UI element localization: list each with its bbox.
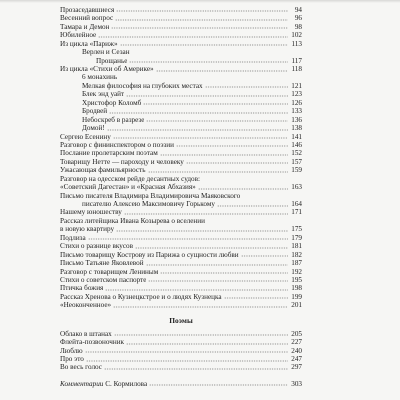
leader-dots bbox=[109, 112, 288, 114]
leader-dots bbox=[135, 247, 288, 249]
toc-entry bbox=[60, 82, 302, 90]
table-of-contents bbox=[60, 6, 302, 388]
entry-title: Прозаседавшиеся bbox=[60, 5, 115, 14]
entry-title: Христофор Коломб bbox=[82, 98, 142, 107]
entry-title: Весенний вопрос bbox=[60, 14, 114, 23]
entry-title: Стихи о советском паспорте bbox=[60, 275, 147, 284]
leader-dots bbox=[120, 44, 288, 46]
entry-page-number: 201 bbox=[291, 301, 302, 310]
toc-entry bbox=[60, 116, 302, 124]
toc-entry bbox=[60, 57, 302, 65]
toc-entry bbox=[60, 175, 302, 183]
toc-entry bbox=[60, 284, 302, 292]
entry-page-number: 136 bbox=[291, 115, 302, 124]
toc-entry bbox=[60, 74, 302, 82]
entry-title: Из цикла «Париж» bbox=[60, 39, 118, 48]
leader-dots bbox=[143, 103, 288, 105]
entry-page-number: 199 bbox=[291, 292, 302, 301]
toc-entry bbox=[60, 200, 302, 208]
entry-page-number: 182 bbox=[291, 250, 302, 259]
leader-dots bbox=[160, 272, 288, 274]
toc-entry bbox=[60, 133, 302, 141]
entry-title: Разговор на одесском рейде десантных судов: bbox=[60, 174, 200, 183]
toc-entry bbox=[60, 14, 302, 22]
commentary-author: С. Кормилова bbox=[105, 379, 148, 388]
entry-page-number: 195 bbox=[291, 275, 302, 284]
leader-dots bbox=[85, 351, 288, 353]
toc-entry bbox=[60, 183, 302, 191]
entry-page-number: 118 bbox=[291, 65, 302, 74]
entry-page-number: 141 bbox=[291, 132, 302, 141]
entry-title: Небоскреб в разрезе bbox=[82, 115, 145, 124]
toc-entry bbox=[60, 48, 302, 56]
entry-page-number: 94 bbox=[294, 5, 302, 14]
entry-page-number: 181 bbox=[291, 242, 302, 251]
entry-page-number: 123 bbox=[291, 90, 302, 99]
leader-dots bbox=[86, 360, 288, 362]
poems-list-long bbox=[60, 330, 302, 372]
entry-title: Сергею Есенину bbox=[60, 132, 111, 141]
entry-title: Блек энд уайт bbox=[82, 90, 125, 99]
toc-entry bbox=[60, 234, 302, 242]
toc-entry bbox=[60, 209, 302, 217]
toc-entry bbox=[60, 347, 302, 355]
toc-entry bbox=[60, 158, 302, 166]
leader-dots bbox=[148, 171, 288, 173]
toc-entry-commentary bbox=[60, 380, 302, 388]
leader-dots bbox=[107, 129, 288, 131]
toc-entry bbox=[60, 107, 302, 115]
toc-entry bbox=[60, 166, 302, 174]
entry-title: Письмо товарищу Кострову из Парижа о сущности любви bbox=[60, 250, 239, 259]
entry-title: Стихи о разнице вкусов bbox=[60, 242, 134, 251]
toc-entry bbox=[60, 23, 302, 31]
leader-dots bbox=[146, 120, 288, 122]
entry-title: Мелкая философия на глубоких местах bbox=[82, 81, 203, 90]
toc-entry bbox=[60, 301, 302, 309]
entry-title: Домой! bbox=[82, 124, 105, 133]
entry-title: Во весь голос bbox=[60, 363, 102, 372]
toc-entry bbox=[60, 293, 302, 301]
entry-page-number: 227 bbox=[291, 338, 302, 347]
page-edge-shadow bbox=[0, 0, 400, 3]
entry-title: «Неоконченное» bbox=[60, 301, 112, 310]
entry-page-number: 175 bbox=[291, 225, 302, 234]
leader-dots bbox=[186, 162, 288, 164]
entry-page-number: 163 bbox=[291, 183, 302, 192]
entry-page-number: 146 bbox=[291, 140, 302, 149]
leader-dots bbox=[105, 289, 288, 291]
entry-page-number: 102 bbox=[291, 31, 302, 40]
leader-dots bbox=[126, 95, 288, 97]
entry-title bbox=[60, 380, 147, 388]
leader-dots bbox=[176, 145, 288, 147]
leader-dots bbox=[111, 27, 288, 29]
entry-title: Разговор с фининспектором о поэзии bbox=[60, 140, 174, 149]
leader-dots bbox=[129, 61, 288, 63]
toc-entry bbox=[60, 259, 302, 267]
poems-list-main bbox=[60, 6, 302, 310]
toc-entry bbox=[60, 338, 302, 346]
entry-title: «Советский Дагестан» и «Красная Абхазия» bbox=[60, 183, 196, 192]
toc-entry bbox=[60, 268, 302, 276]
entry-page-number: 96 bbox=[294, 14, 302, 23]
entry-page-number: 205 bbox=[291, 329, 302, 338]
leader-dots bbox=[224, 297, 288, 299]
entry-title: Люблю bbox=[60, 346, 83, 355]
entry-title: Про это bbox=[60, 355, 84, 364]
entry-page-number: 179 bbox=[291, 233, 302, 242]
entry-title: Нашему юношеству bbox=[60, 208, 122, 217]
commentary-label: Комментарии bbox=[60, 379, 104, 388]
entry-page-number: 164 bbox=[291, 200, 302, 209]
entry-title: Птичка божия bbox=[60, 284, 104, 293]
entry-page-number: 247 bbox=[291, 355, 302, 364]
entry-page-number: 159 bbox=[291, 166, 302, 175]
toc-entry bbox=[60, 124, 302, 132]
entry-page-number: 138 bbox=[291, 124, 302, 133]
entry-title: Верлен и Сезан bbox=[82, 48, 130, 57]
toc-entry bbox=[60, 364, 302, 372]
leader-dots bbox=[124, 213, 288, 215]
toc-entry bbox=[60, 6, 302, 14]
entry-page-number: 187 bbox=[291, 259, 302, 268]
entry-title: Разговор с товарищем Лениным bbox=[60, 267, 159, 276]
entry-page-number: 117 bbox=[291, 56, 302, 65]
toc-entry bbox=[60, 330, 302, 338]
leader-dots bbox=[160, 154, 288, 156]
leader-dots bbox=[241, 255, 288, 257]
toc-entry bbox=[60, 192, 302, 200]
entry-title: Прощанье bbox=[96, 56, 128, 65]
leader-dots bbox=[198, 188, 288, 190]
toc-entry bbox=[60, 251, 302, 259]
leader-dots bbox=[116, 230, 288, 232]
leader-dots bbox=[104, 368, 288, 370]
entry-title: Бродвей bbox=[82, 107, 108, 116]
toc-entry bbox=[60, 149, 302, 157]
entry-title: Товарищу Нетте — пароходу и человеку bbox=[60, 157, 184, 166]
entry-page-number: 126 bbox=[291, 98, 302, 107]
toc-entry bbox=[60, 99, 302, 107]
toc-entry bbox=[60, 217, 302, 225]
entry-title: 6 монахинь bbox=[82, 73, 118, 82]
entry-page-number: 198 bbox=[291, 284, 302, 293]
leader-dots bbox=[126, 343, 288, 345]
entry-page-number: 192 bbox=[291, 267, 302, 276]
toc-entry bbox=[60, 31, 302, 39]
entry-title: Рассказ литейщика Ивана Козырева о вселении bbox=[60, 216, 205, 225]
leader-dots bbox=[205, 86, 288, 88]
entry-page-number: 133 bbox=[291, 107, 302, 116]
entry-title: Письмо писателя Владимира Владимировича Маяковского bbox=[60, 191, 241, 200]
entry-title: Из цикла «Стихи об Америке» bbox=[60, 65, 154, 74]
entry-title: Рассказ Хренова о Кузнецкстрое и о людях Кузнецка bbox=[60, 292, 222, 301]
entry-page-number: 297 bbox=[291, 363, 302, 372]
toc-entry bbox=[60, 355, 302, 363]
entry-page-number: 171 bbox=[291, 208, 302, 217]
entry-page-number: 121 bbox=[291, 81, 302, 90]
entry-page-number: 98 bbox=[294, 22, 302, 31]
section-heading-poems: Поэмы bbox=[169, 315, 193, 325]
toc-entry bbox=[60, 65, 302, 73]
entry-page-number: 240 bbox=[291, 346, 302, 355]
leader-dots bbox=[98, 36, 288, 38]
leader-dots bbox=[113, 306, 288, 308]
leader-dots bbox=[113, 137, 288, 139]
toc-entry bbox=[60, 225, 302, 233]
entry-title: в новую квартиру bbox=[60, 225, 115, 234]
entry-title: писателю Алексею Максимовичу Горькому bbox=[82, 200, 216, 209]
entry-title: Юбилейное bbox=[60, 31, 97, 40]
leader-dots bbox=[149, 384, 288, 386]
entry-page-number: 113 bbox=[291, 39, 302, 48]
toc-entry bbox=[60, 242, 302, 250]
leader-dots bbox=[217, 205, 288, 207]
entry-title: Послание пролетарским поэтам bbox=[60, 149, 158, 158]
entry-title: Ужасающая фамильярность bbox=[60, 166, 146, 175]
leader-dots bbox=[148, 280, 288, 282]
toc-entry bbox=[60, 276, 302, 284]
leader-dots bbox=[146, 264, 288, 266]
entry-page-number: 157 bbox=[291, 157, 302, 166]
leader-dots bbox=[116, 10, 288, 12]
entry-page-number: 303 bbox=[291, 379, 302, 388]
leader-dots bbox=[88, 238, 288, 240]
toc-entry bbox=[60, 141, 302, 149]
toc-entry bbox=[60, 90, 302, 98]
leader-dots bbox=[156, 70, 288, 72]
entry-title: Подлиза bbox=[60, 233, 86, 242]
entry-title: Облако в штанах bbox=[60, 329, 112, 338]
toc-entry bbox=[60, 40, 302, 48]
entry-title: Тамара и Демон bbox=[60, 22, 110, 31]
entry-page-number: 152 bbox=[291, 149, 302, 158]
leader-dots bbox=[115, 19, 288, 21]
leader-dots bbox=[114, 334, 288, 336]
entry-title: Флейта-позвоночник bbox=[60, 338, 125, 347]
entry-title: Письмо Татьяне Яковлевой bbox=[60, 259, 144, 268]
